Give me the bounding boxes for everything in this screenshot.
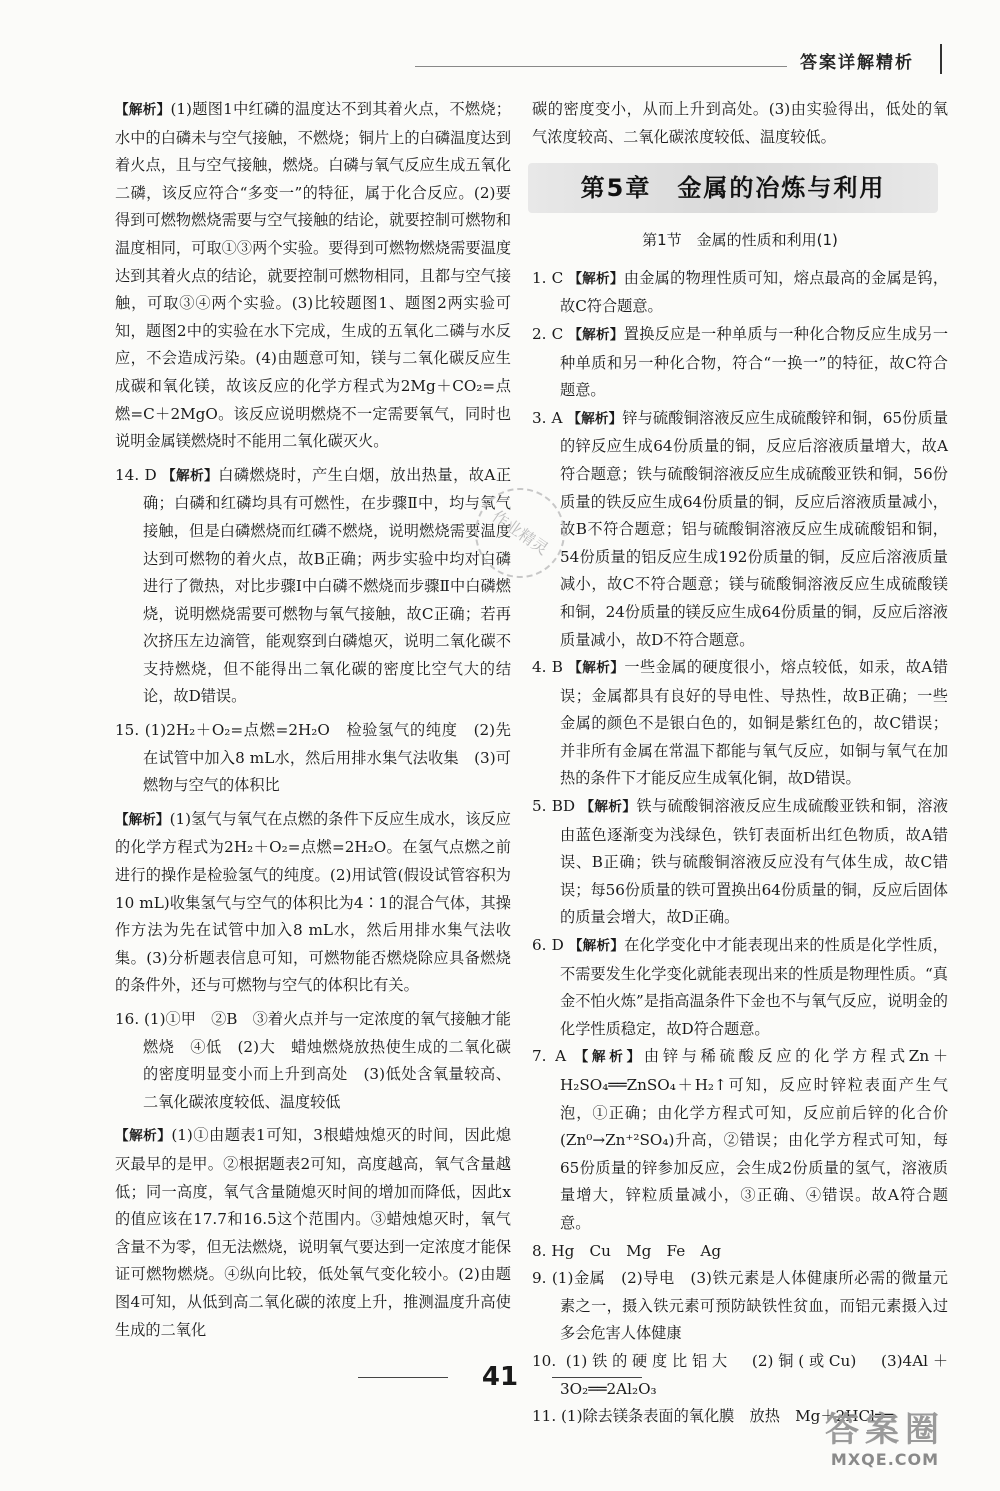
answer-item <box>115 462 511 711</box>
answer-item <box>532 932 948 1043</box>
item-number: 7. <box>532 1047 556 1066</box>
right-column <box>532 96 948 1431</box>
item-text: 由锌与稀硫酸反应的化学方程式Zn＋H₂SO₄══ZnSO₄＋H₂↑可知，反应时锌粒表面产生气泡，①正确；由化学方程式可知，反应前后锌的化合价(Zn⁰→Zn⁺²SO₄)升高，②错误；由化学方程式可知，每65份质量的锌参加反应，会生成2份质量的氢气，溶液质量增大，锌粒质量减小，③正确、④错误。故A符合题意。 <box>560 1047 949 1232</box>
item-answer: A <box>555 1047 575 1066</box>
header-bar <box>940 44 942 74</box>
item-text: 白磷燃烧时，产生白烟，放出热量，故A正确；白磷和红磷均具有可燃性，在步骤Ⅱ中，均与氧气接触，但是白磷燃烧而红磷不燃烧，说明燃烧需要温度达到可燃物的着火点，故B正确；两步实验中均对白磷进行了微热，对比步骤Ⅰ中白磷不燃烧而步骤Ⅱ中白磷燃烧，说明燃烧需要可燃物与氧气接触，故C正确；若再次挤压左边滴管，能观察到白磷熄灭，说明二氧化碳不支持燃烧，但不能得出二氧化碳的密度比空气大的结论，故D错误。 <box>143 465 512 706</box>
item-number: 11. <box>532 1407 561 1426</box>
item-text: (1)①甲 ②B ③着火点并与一定浓度的氧气接触才能燃烧 ④低 (2)大 蜡烛燃烧放热使生成的二氧化碳的密度明显变小而上升到高处 (3)低处含氧量较高、二氧化碳浓度较低、温度较低 <box>143 1010 511 1111</box>
item-text: (1)题图1中红磷的温度达不到其着火点，不燃烧；水中的白磷未与空气接触，不燃烧；铜片上的白磷温度达到着火点，且与空气接触，燃烧。白磷与氧气反应生成五氧化二磷，该反应符合“多变一”的特征，属于化合反应。(2)要得到可燃物燃烧需要与空气接触的结论，就要控制可燃物和温度相同，可取①③两个实验。要得到可燃物燃烧需要温度达到其着火点的结论，就要控制可燃物相同，且都与空气接触，可取③④两个实验。(3)比较题图1、题图2两实验可知，题图2中的实验在水下完成，生成的五氧化二磷与水反应，不会造成污染。(4)由题意可知，镁与二氧化碳反应生成碳和氧化镁，故该反应的化学方程式为2Mg＋CO₂=点燃=C＋2MgO。该反应说明燃烧不一定需要氧气，同时也说明金属镁燃烧时不能用二氧化碳灭火。 <box>115 100 511 451</box>
answer-item <box>532 654 948 793</box>
analysis-tag: 【解析】 <box>568 270 624 287</box>
analysis-tag: 【解析】 <box>115 1128 172 1145</box>
item-number: 10. <box>532 1351 566 1370</box>
watermark-site: MXQE.COM <box>830 1450 940 1469</box>
item-number: 16. <box>115 1010 144 1028</box>
item-text: 锌与硫酸铜溶液反应生成硫酸锌和铜，65份质量的锌反应生成64份质量的铜，反应后溶液质量增大，故A符合题意；铁与硫酸铜溶液反应生成硫酸亚铁和铜，56份质量的铁反应生成64份质量的铜，反应后溶液质量减小，故B不符合题意；铝与硫酸铜溶液反应生成硫酸铝和铜，54份质量的铝反应生成192份质量的铜，反应后溶液质量减小，故C不符合题意；镁与硫酸铜溶液反应生成硫酸镁和铜，24份质量的镁反应生成64份质量的铜，反应后溶液质量减小，故D不符合题意。 <box>560 408 949 649</box>
item-answer: BD <box>551 797 581 816</box>
answer-item <box>532 1043 948 1237</box>
item-number: 15. <box>115 721 145 740</box>
item-answer: B <box>551 658 569 677</box>
chapter-title: 第5章 金属的冶炼与利用 <box>528 163 938 213</box>
item-number: 5. <box>532 797 552 816</box>
item-number: 8. <box>532 1241 552 1260</box>
page-number-rule-right <box>552 1377 642 1378</box>
item-number: 2. <box>532 324 552 343</box>
item-text: (1)2H₂＋O₂=点燃=2H₂O 检验氢气的纯度 (2)先在试管中加入8 mL水，然后用排水集气法收集 (3)可燃物与空气的体积比 <box>143 721 511 795</box>
item-number: 14. <box>115 465 145 484</box>
item-text: (1)氢气与氧气在点燃的条件下反应生成水，该反应的化学方程式为2H₂＋O₂=点燃=2H₂O。在氢气点燃之前进行的操作是检验氢气的纯度。(2)用试管(假设试管容积为10 mL)收集氢气与空气的体积比为4∶1的混合气体，其操作方法为先在试管中加入8 mL水，然后用排水集气法收集。(3)分析题表信息可知，可燃物能否燃烧除应具备燃烧的条件外，还与可燃物与空气的体积比有关。 <box>115 809 511 995</box>
answer-item <box>532 1238 948 1266</box>
item-answer: A <box>551 408 568 427</box>
item-text: (1)金属 (2)导电 (3)铁元素是人体健康所必需的微量元素之一，摄入铁元素可预防缺铁性贫血，而铝元素摄入过多会危害人体健康 <box>551 1269 948 1343</box>
stamp-watermark: 作业精灵 <box>457 470 582 595</box>
site-watermark <box>800 1410 970 1469</box>
watermark-logo: 答案圈 <box>825 1410 945 1450</box>
item-number: 1. <box>532 268 552 287</box>
item-text: 置换反应是一种单质与一种化合物反应生成另一种单质和另一种化合物，符合“一换一”的特征，故C符合题意。 <box>560 324 948 400</box>
item-answer: C <box>551 324 569 343</box>
item-text: Hg Cu Mg Fe Ag <box>551 1241 722 1260</box>
item-text: (1)铁的硬度比铝大 (2)铜(或Cu) (3)4Al＋3O₂══2Al₂O₃ <box>560 1351 949 1398</box>
item-text: (1)除去镁条表面的氧化膜 放热 Mg＋2HCl══ <box>560 1407 894 1426</box>
item-answer: C <box>551 268 569 287</box>
header-rule <box>415 66 787 67</box>
item-answer: D <box>551 936 569 955</box>
page-number: 41 <box>481 1362 519 1392</box>
left-column <box>115 96 511 1350</box>
analysis-tag: 【解析】 <box>574 1049 644 1066</box>
header-title: 答案详解精析 <box>800 53 914 73</box>
item-number: 9. <box>532 1269 552 1288</box>
item-text: 铁与硫酸铜溶液反应生成硫酸亚铁和铜，溶液由蓝色逐渐变为浅绿色，铁钉表面析出红色物质，故A错误、B正确；铁与硫酸铜溶液反应没有气体生成，故C错误；每56份质量的铁可置换出64份质量的铜，反应后固体的质量会增大，故D正确。 <box>560 797 949 927</box>
answer-item <box>115 1006 511 1116</box>
item-text: (1)①由题表1可知，3根蜡烛熄灭的时间，因此熄灭最早的是甲。②根据题表2可知，高度越高，氧气含量越低；同一高度，氧气含量随熄灭时间的增加而降低，因此x的值应该在17.7和16.5这个范围内。③蜡烛熄灭时，氧气含量不为零，但无法燃烧，说明氧气要达到一定浓度才能保证可燃物燃烧。④纵向比较，低处氧气变化较小。(2)由题图4可知，从低到高二氧化碳的浓度上升，推测温度升高使生成的二氧化 <box>115 1126 512 1339</box>
answer-list <box>532 265 948 1431</box>
analysis-tag: 【解析】 <box>580 799 637 816</box>
analysis-tag: 【解析】 <box>568 660 625 677</box>
answer-item <box>115 717 511 800</box>
analysis-tag: 【解析】 <box>568 938 625 955</box>
answer-item <box>532 265 948 321</box>
answer-item <box>532 793 948 932</box>
item-text: 一些金属的硬度很小，熔点较低，如汞，故A错误；金属都具有良好的导电性、导热性，故B正确；一些金属的颜色不是银白色的，如铜是紫红色的，故C错误；并非所有金属在常温下都能与氧气反应，如铜与氧气在加热的条件下才能反应生成氧化铜，故D错误。 <box>560 658 948 788</box>
answer-item <box>532 1265 948 1348</box>
analysis-paragraph <box>115 96 511 456</box>
item-number: 4. <box>532 658 552 677</box>
analysis-paragraph <box>115 1122 511 1344</box>
answer-item <box>532 321 948 405</box>
item-number: 3. <box>532 408 552 427</box>
analysis-tag: 【解析】 <box>161 467 219 484</box>
item-number: 6. <box>532 936 552 955</box>
analysis-paragraph <box>115 806 511 1000</box>
analysis-tag: 【解析】 <box>567 410 623 427</box>
item-answer: D <box>144 465 162 484</box>
analysis-tag: 【解析】 <box>568 326 624 343</box>
item-text: 在化学变化中才能表现出来的性质是化学性质，不需要发生化学变化就能表现出来的性质是物理性质。“真金不怕火炼”是指高温条件下金也不与氧气反应，说明金的化学性质稳定，故D符合题意。 <box>560 936 948 1038</box>
item-text: 由金属的物理性质可知，熔点最高的金属是钨，故C符合题意。 <box>560 268 948 316</box>
continuation-text: 碳的密度变小，从而上升到高处。(3)由实验得出，低处的氧气浓度较高、二氧化碳浓度较低、温度较低。 <box>532 100 948 146</box>
analysis-tag: 【解析】 <box>115 811 170 828</box>
analysis-tag: 【解析】 <box>115 102 171 118</box>
answer-item <box>532 405 948 654</box>
section-title: 第1节 金属的性质和利用(1) <box>642 231 838 250</box>
